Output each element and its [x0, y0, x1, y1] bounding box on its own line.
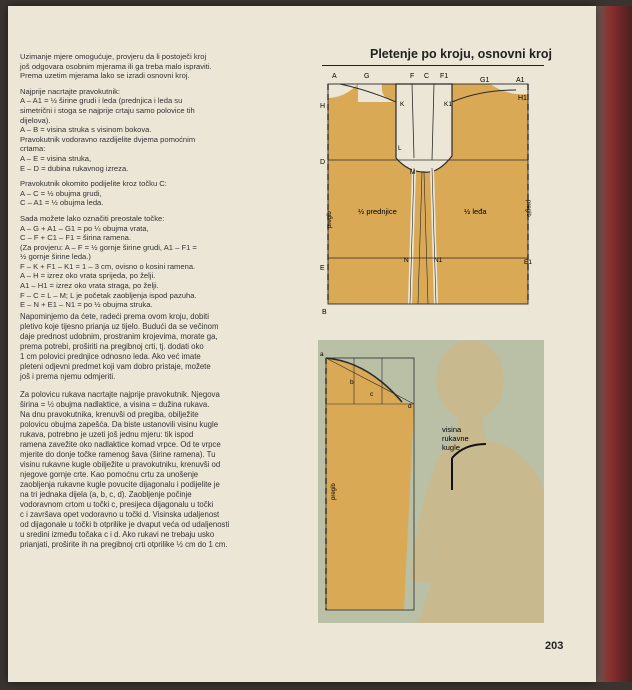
label-k: K: [400, 101, 405, 108]
label-visina-3: kugle: [442, 443, 460, 452]
sleeve-label-a: a: [320, 351, 324, 358]
instruction-line: C – A1 = ½ obujma leda.: [20, 198, 104, 208]
label-c: C: [424, 73, 430, 80]
instruction-line: Pravokutnik okomito podijelite kroz točku C:: [20, 179, 167, 189]
label-n1: N1: [434, 257, 443, 264]
instruction-line: (Za provjeru: A – F = ½ gornje širine grudi, A1 – F1 =: [20, 242, 197, 252]
note-line: zaobljenja rukavne kugle povucite dijagonalu i podijelite je: [20, 480, 220, 489]
label-m: M: [410, 169, 416, 176]
label-f1: F1: [440, 73, 449, 80]
instruction-line: A – A1 = ½ širine grudi i leda (prednjica i leda su: [20, 96, 183, 106]
label-h: H: [320, 103, 326, 110]
note-line: Napominjemo da ćete, radeći prema ovom kroju, dobiti: [20, 312, 209, 321]
page-title: Pletenje po kroju, osnovni kroj: [370, 47, 552, 61]
label-e: E: [320, 265, 325, 272]
instruction-line: dijelova).: [20, 115, 51, 125]
label-d: D: [320, 159, 326, 166]
label-front: ½ prednjice: [358, 207, 397, 216]
label-visina-2: rukavne: [442, 434, 469, 443]
instruction-line: ½ gornje širine leda.): [20, 252, 91, 262]
instruction-line: E – D = dubina rukavnog izreza.: [20, 163, 129, 173]
label-e1: E1: [524, 259, 532, 266]
instruction-line: E – N + E1 – N1 = po ½ obujma struka.: [20, 300, 153, 310]
instruction-line: A – B = visina struka s visinom bokova.: [20, 125, 152, 135]
note-line: Za polovicu rukava nacrtajte najprije pravokutnik. Njegova: [20, 390, 220, 399]
label-f: F: [410, 73, 415, 80]
note-line: Na dnu pravokutnika, krenuvši od pregiba, obilježite: [20, 410, 199, 419]
note-line: od dijagonale u točki b otprilike je dvaput veća od udaljenosti: [20, 520, 230, 529]
label-a1: A1: [516, 77, 525, 84]
note-line: pletivo koje tijesno prianja uz tijelo. Budući da se večinom: [20, 322, 219, 331]
instruction-line: Sada možete lako označiti preostale točke:: [20, 213, 165, 223]
instruction-line: Uzimanje mjere omogućuje, provjeru da li postoječi kroj: [20, 52, 207, 61]
label-b: B: [322, 309, 327, 316]
label-k1: K1: [444, 101, 452, 108]
note-line: polovicu obujma zapešća. Da biste ustanovili visinu kugle: [20, 420, 219, 429]
note-line: 1 cm polovici prednjice odnosno leda. Ako već imate: [20, 352, 201, 361]
note-line: [20, 382, 310, 390]
label-pregib-left: pregib: [327, 211, 333, 228]
mannequin-head: [436, 340, 504, 420]
instruction-line: simetrični i stoga se najprije crtaju samo polovice tih: [20, 105, 195, 115]
notes-text: [20, 312, 310, 550]
instruction-line: još odgovara osobnim mjerama ili ga treba malo ispraviti.: [20, 61, 212, 71]
sleeve-figure: [318, 340, 544, 623]
note-line: širina = ½ obujma nadlaktice, a visina = dužina rukava.: [20, 400, 210, 409]
bodice-pattern-figure: [318, 68, 544, 316]
book-spine: [596, 6, 632, 682]
title-rule: [322, 65, 544, 66]
instruction-line: Pravokutnik vodoravno razdijelite dvjema pomoćnim: [20, 134, 196, 144]
label-pregib-right: pregib: [525, 200, 531, 217]
note-line: njegove gornje crte. Kao pomoćnu crtu za unošenje: [20, 470, 199, 479]
note-line: prema potrebi, proširiti na pregibnoj crti, tj. dodati oko: [20, 342, 204, 351]
instructions-text: [20, 52, 310, 310]
note-line: daje prednost udobnim, prostranim krojevima, morate ga,: [20, 332, 218, 341]
sleeve-label-b: b: [350, 379, 354, 386]
label-g1: G1: [480, 77, 490, 84]
page-number: 203: [545, 640, 564, 652]
instruction-line: A – E = visina struka,: [20, 153, 92, 163]
note-line: na tri jednaka dijela (a, b, c, d). Zaobljenje počinje: [20, 490, 192, 499]
instruction-line: Najprije nacrtajte pravokutnik:: [20, 86, 121, 96]
note-line: ramena zavežite oko nadlaktice komad vrpce. Od te vrpce: [20, 440, 221, 449]
instruction-line: Prema uzetim mjerama lako se izradi osnovni kroj.: [20, 71, 190, 81]
note-line: mjerite do donje točke ramenog šava (širine ramena). Tu: [20, 450, 216, 459]
instruction-line: A1 – H1 = izrez oko vrata straga, po želji.: [20, 281, 159, 291]
armhole-area: [396, 84, 452, 172]
note-line: vodoravnom crtom u točki c, presijeca dijagonalu u točki: [20, 500, 214, 509]
label-h1: H1: [518, 95, 527, 102]
note-line: rukava, potrebno je uzeti još jednu mjeru: tik ispod: [20, 430, 194, 439]
instruction-line: A – G + A1 – G1 = po ¼ obujma vrata,: [20, 223, 149, 233]
instruction-line: crtama:: [20, 144, 46, 154]
instruction-line: C – F + C1 – F1 = širina ramena.: [20, 233, 131, 243]
note-line: u sredini između točaka c i d. Ako rukavi ne trebaju usko: [20, 530, 215, 539]
label-back: ½ leđa: [464, 207, 487, 216]
instruction-line: F – K + F1 – K1 = 1 – 3 cm, ovisno o kosini ramena.: [20, 261, 196, 271]
label-visina-1: visina: [442, 425, 462, 434]
label-a: A: [332, 73, 337, 80]
note-line: visinu rukavne kugle obilježite u pravokutniku, krenuvši od: [20, 460, 221, 469]
sleeve-label-pregib: pregib: [331, 483, 337, 500]
instruction-line: A – C = ½ obujma grudi,: [20, 188, 102, 198]
instruction-line: F – C = L – M; L je početak zaobljenja ispod pazuha.: [20, 290, 197, 300]
sleeve-label-d: d: [408, 403, 412, 410]
label-g: G: [364, 73, 370, 80]
note-line: pleteni odjevni predmet koji vam dobro pristaje, možete: [20, 362, 211, 371]
note-line: c i završava opet vodoravno u točki d. Visinska udaljenost: [20, 510, 220, 519]
sleeve-label-c: c: [370, 391, 374, 398]
note-line: još i prema njemu odmjeriti.: [20, 372, 116, 381]
note-line: prianjati, proširite ih na pregibnoj crti otprilike ½ cm do 1 cm.: [20, 540, 228, 549]
instruction-line: A – H = izrez oko vrata sprijeda, po želji.: [20, 271, 156, 281]
label-n: N: [404, 257, 409, 264]
label-l: L: [398, 145, 402, 152]
